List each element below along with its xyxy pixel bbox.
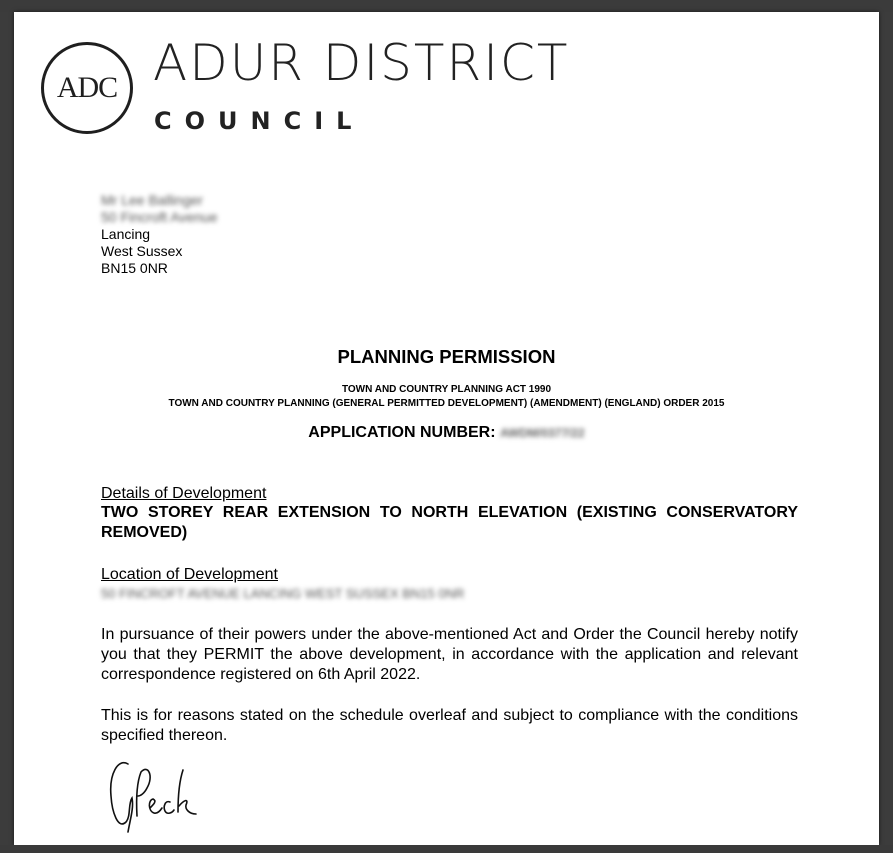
document-title: PLANNING PERMISSION — [337, 346, 556, 367]
details-heading: Details of Development — [101, 485, 267, 502]
address-line: Mr Lee Ballinger — [101, 192, 203, 208]
council-subtitle: COUNCIL — [154, 107, 365, 135]
application-number-value: AWDM/0377/22 — [500, 425, 585, 440]
document-page — [14, 12, 879, 845]
address-line: Lancing — [101, 226, 151, 242]
address-line: 50 Fincroft Avenue — [101, 209, 218, 225]
location-section — [101, 565, 798, 603]
permission-paragraph: In pursuance of their powers under the above-mentioned Act and Order the Council hereby notify you that they PERMIT the above development, in accordance with the application and relevant correspondence registered on 6th April 2022. — [101, 626, 798, 683]
address-line: West Sussex — [101, 243, 183, 259]
council-name: ADUR DISTRICT — [153, 34, 570, 92]
recipient-address — [101, 192, 217, 277]
viewer-top-bar — [0, 0, 893, 12]
act-reference: TOWN AND COUNTRY PLANNING ACT 1990 — [341, 384, 552, 395]
application-number-label: APPLICATION NUMBER: — [308, 424, 496, 441]
location-heading: Location of Development — [101, 566, 278, 583]
viewer-bottom-bar — [0, 845, 893, 853]
signature — [106, 756, 206, 834]
location-address: 50 FINCROFT AVENUE LANCING WEST SUSSEX BN15 0NR — [101, 586, 465, 601]
address-line: BN15 0NR — [101, 260, 168, 276]
details-section — [101, 484, 798, 543]
order-reference: TOWN AND COUNTRY PLANNING (GENERAL PERMITTED DEVELOPMENT) (AMENDMENT) (ENGLAND) ORDER 2015 — [168, 398, 725, 409]
logo-abbreviation: ADC — [56, 71, 118, 104]
application-number — [14, 424, 879, 442]
council-logo — [41, 42, 133, 134]
development-description: TWO STOREY REAR EXTENSION TO NORTH ELEVATION (EXISTING CONSERVATORY REMOVED) — [101, 504, 798, 541]
conditions-paragraph: This is for reasons stated on the schedule overleaf and subject to compliance with the conditions specified thereon. — [101, 707, 798, 744]
